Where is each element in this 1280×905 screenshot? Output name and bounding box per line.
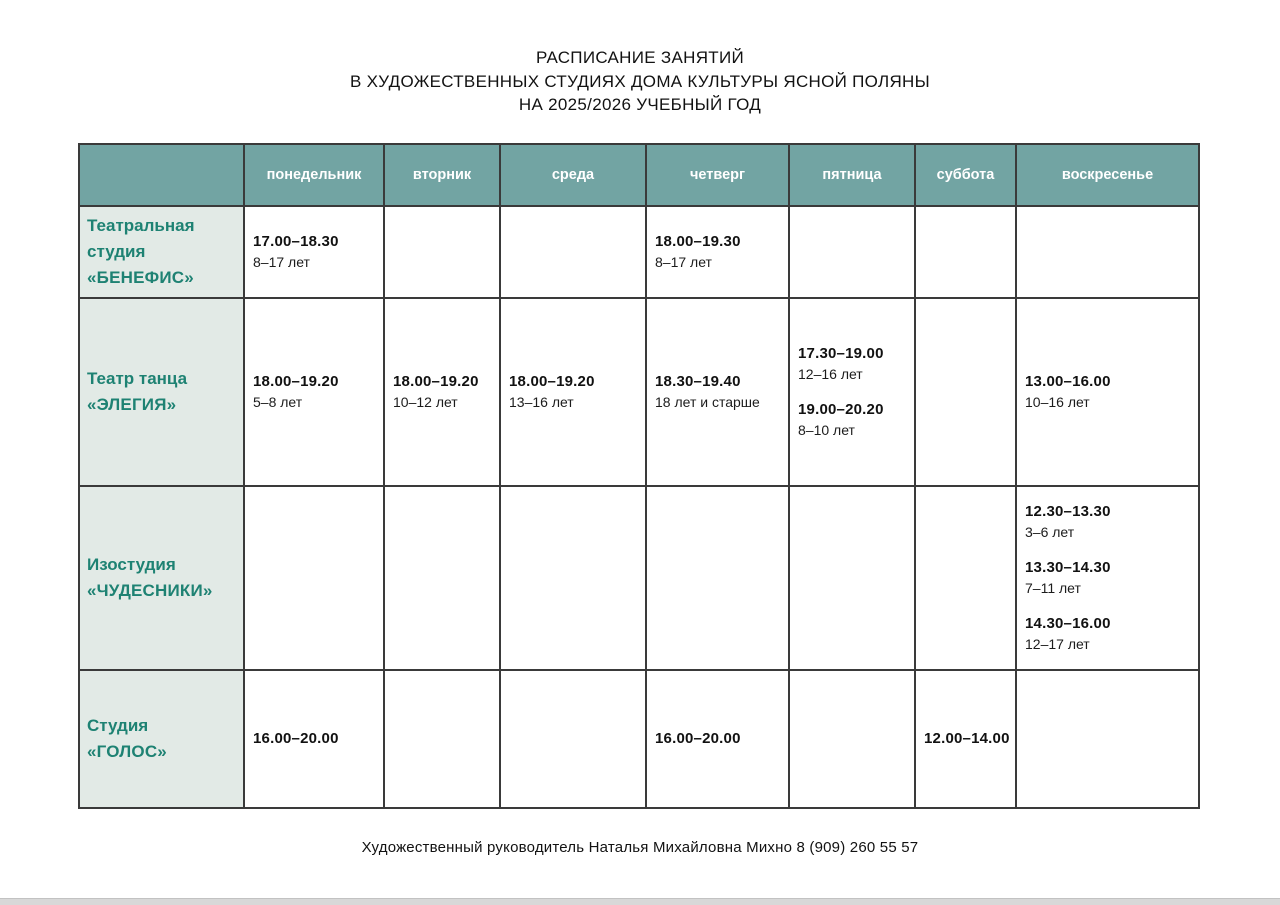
studio-type-label: Театральная студия	[87, 215, 195, 261]
day-header-4: четверг	[646, 144, 789, 206]
entry-time: 16.00–20.00	[253, 730, 339, 747]
entry-age: 5–8 лет	[253, 394, 303, 410]
entry-time: 17.00–18.30	[253, 233, 339, 250]
entry-time: 18.30–19.40	[655, 373, 741, 390]
schedule-entry	[798, 343, 910, 384]
studio-title-label: «ЭЛЕГИЯ»	[87, 394, 177, 414]
schedule-cell	[1016, 206, 1199, 298]
schedule-cell	[500, 486, 646, 670]
entry-time: 18.00–19.30	[655, 233, 741, 250]
entry-age: 8–10 лет	[798, 422, 855, 438]
schedule-cell	[244, 206, 384, 298]
schedule-cell	[500, 670, 646, 808]
title-line-2: В ХУДОЖЕСТВЕННЫХ СТУДИЯХ ДОМА КУЛЬТУРЫ ЯСНОЙ ПОЛЯНЫ	[350, 71, 930, 91]
entry-age: 18 лет и старше	[655, 394, 760, 410]
schedule-entry	[509, 371, 641, 412]
entry-age: 12–17 лет	[1025, 636, 1090, 652]
schedule-entry	[1025, 371, 1194, 412]
schedule-table	[78, 143, 1200, 809]
day-header-3: среда	[500, 144, 646, 206]
corner-cell	[79, 144, 244, 206]
schedule-cell	[789, 298, 915, 486]
schedule-entry	[924, 728, 1011, 749]
studio-row	[79, 486, 1199, 670]
studio-type-label: Студия	[87, 715, 149, 735]
schedule-entry	[798, 399, 910, 440]
schedule-cell	[789, 670, 915, 808]
studio-row	[79, 298, 1199, 486]
schedule-entry	[1025, 501, 1194, 542]
schedule-cell	[915, 486, 1016, 670]
schedule-cell	[1016, 486, 1199, 670]
entry-time: 18.00–19.20	[509, 373, 595, 390]
schedule-cell	[646, 206, 789, 298]
schedule-cell	[1016, 298, 1199, 486]
entry-time: 12.30–13.30	[1025, 503, 1111, 520]
entry-time: 18.00–19.20	[253, 373, 339, 390]
day-header-1: понедельник	[244, 144, 384, 206]
studio-name-cell	[79, 206, 244, 298]
entry-age: 8–17 лет	[655, 254, 712, 270]
footer-contact: Художественный руководитель Наталья Михайловна Михно 8 (909) 260 55 57	[361, 838, 919, 856]
schedule-entry	[1025, 613, 1194, 654]
schedule-cell	[646, 486, 789, 670]
studio-row	[79, 670, 1199, 808]
schedule-cell	[500, 298, 646, 486]
entry-age: 8–17 лет	[253, 254, 310, 270]
entry-time: 14.30–16.00	[1025, 615, 1111, 632]
schedule-cell	[244, 670, 384, 808]
schedule-cell	[1016, 670, 1199, 808]
entry-age: 10–12 лет	[393, 394, 458, 410]
entry-time: 12.00–14.00	[924, 730, 1010, 747]
schedule-entry	[1025, 557, 1194, 598]
studio-row	[79, 206, 1199, 298]
schedule-cell	[384, 206, 500, 298]
entry-age: 3–6 лет	[1025, 524, 1075, 540]
studio-type-label: Изостудия	[87, 554, 176, 574]
day-header-2: вторник	[384, 144, 500, 206]
entry-time: 16.00–20.00	[655, 730, 741, 747]
schedule-cell	[646, 670, 789, 808]
entry-time: 13.00–16.00	[1025, 373, 1111, 390]
entry-age: 13–16 лет	[509, 394, 574, 410]
studio-name-cell	[79, 486, 244, 670]
studio-title-label: «ЧУДЕСНИКИ»	[87, 580, 213, 600]
schedule-entry	[655, 728, 784, 749]
schedule-entry	[655, 231, 784, 272]
day-header-5: пятница	[789, 144, 915, 206]
studio-name-cell	[79, 298, 244, 486]
schedule-cell	[384, 298, 500, 486]
entry-age: 10–16 лет	[1025, 394, 1090, 410]
schedule-entry	[655, 371, 784, 412]
schedule-cell	[789, 206, 915, 298]
schedule-cell	[244, 486, 384, 670]
day-header-6: суббота	[915, 144, 1016, 206]
title-line-3: НА 2025/2026 УЧЕБНЫЙ ГОД	[518, 95, 762, 114]
title-line-1: РАСПИСАНИЕ ЗАНЯТИЙ	[535, 48, 745, 67]
schedule-entry	[253, 371, 379, 412]
entry-age: 12–16 лет	[798, 366, 863, 382]
day-header-row	[79, 144, 1199, 206]
schedule-cell	[384, 670, 500, 808]
entry-time: 18.00–19.20	[393, 373, 479, 390]
schedule-cell	[915, 298, 1016, 486]
schedule-entry	[393, 371, 495, 412]
schedule-cell	[915, 206, 1016, 298]
page-title	[0, 0, 1280, 117]
horizontal-scrollbar[interactable]	[0, 898, 1280, 905]
entry-time: 13.30–14.30	[1025, 559, 1111, 576]
schedule-cell	[915, 670, 1016, 808]
schedule-cell	[500, 206, 646, 298]
entry-age: 7–11 лет	[1025, 580, 1081, 596]
schedule-cell	[646, 298, 789, 486]
schedule-cell	[789, 486, 915, 670]
day-header-7: воскресенье	[1016, 144, 1199, 206]
schedule-entry	[253, 728, 379, 749]
schedule-cell	[384, 486, 500, 670]
entry-time: 17.30–19.00	[798, 345, 884, 362]
studio-name-cell	[79, 670, 244, 808]
studio-type-label: Театр танца	[87, 368, 188, 388]
schedule-entry	[253, 231, 379, 272]
studio-title-label: «БЕНЕФИС»	[87, 267, 194, 287]
schedule-cell	[244, 298, 384, 486]
studio-title-label: «ГОЛОС»	[87, 741, 167, 761]
entry-time: 19.00–20.20	[798, 401, 884, 418]
